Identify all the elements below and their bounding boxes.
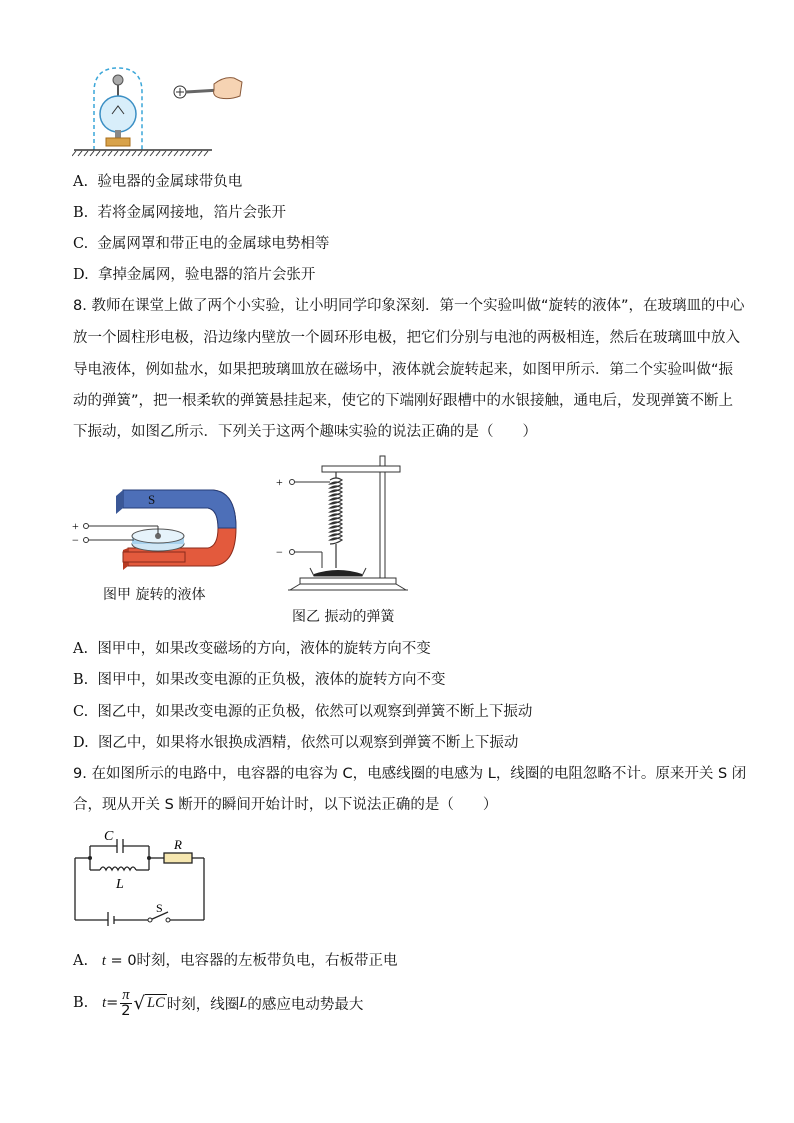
fig-a-caption: 图甲 旋转的液体	[103, 587, 206, 603]
vibrating-spring-figure	[270, 452, 420, 600]
svg-text:S: S	[156, 901, 163, 915]
q8-stem-line: 8. 教师在课堂上做了两个小实验，让小明同学印象深刻．第一个实验叫做“旋转的液体”，在玻璃皿的中心	[73, 298, 745, 314]
q8-option-a: A. 图甲中，如果改变磁场的方向，液体的旋转方向不变	[73, 641, 431, 657]
q7-option-b: B. 若将金属网接地，箔片会张开	[73, 205, 286, 221]
q8-stem-line: 导电液体，例如盐水，如果把玻璃皿放在磁场中，液体就会旋转起来，如图甲所示．第二个实验叫做“振	[73, 362, 734, 378]
q8-stem-line: 下振动，如图乙所示．下列关于这两个趣味实验的说法正确的是（ ）	[73, 424, 537, 440]
fig-b-caption: 图乙 振动的弹簧	[292, 609, 395, 625]
q8-option-c: C. 图乙中，如果改变电源的正负极，依然可以观察到弹簧不断上下振动	[73, 704, 533, 720]
q7-option-d: D. 拿掉金属网，验电器的箔片会张开	[73, 267, 316, 283]
svg-text:−: −	[276, 545, 283, 559]
q9-stem-line: 合，现从开关 S 断开的瞬间开始计时，以下说法正确的是（ ）	[73, 797, 498, 813]
q7-option-c: C. 金属网罩和带正电的金属球电势相等	[73, 236, 330, 252]
rotating-liquid-figure	[68, 478, 248, 578]
q8-option-d: D. 图乙中，如果将水银换成酒精，依然可以观察到弹簧不断上下振动	[73, 735, 519, 751]
lc-circuit-figure	[70, 826, 210, 926]
svg-text:C: C	[104, 829, 114, 844]
svg-text:S: S	[148, 492, 156, 507]
svg-text:+: +	[72, 519, 79, 533]
q7-option-a: A. 验电器的金属球带负电	[73, 174, 243, 190]
q8-option-b: B. 图甲中，如果改变电源的正负极，液体的旋转方向不变	[73, 672, 446, 688]
q9-option-b: B. t = $\frac{\pi}{2}$ √ LC 时刻，线圈 L 的感应电动势最大	[73, 986, 364, 1019]
q8-stem-line: 放一个圆柱形电极，沿边缘内壁放一个圆环形电极，把它们分别与电池的两极相连，然后在玻璃皿中放入	[73, 330, 740, 346]
q8-stem-line: 动的弹簧”，把一根柔软的弹簧悬挂起来，使它的下端刚好跟槽中的水银接触，通电后，发现弹簧不断上	[73, 393, 734, 409]
svg-text:+: +	[276, 475, 283, 489]
svg-text:R: R	[174, 837, 182, 852]
electroscope-figure	[72, 62, 247, 162]
fraction: $\frac{\pi}{2}$	[121, 986, 131, 1019]
svg-text:L: L	[116, 877, 124, 892]
q9-option-a: A. t = 0时刻，电容器的左板带负电，右板带正电	[73, 953, 398, 969]
q9-stem-line: 9. 在如图所示的电路中，电容器的电容为 C，电感线圈的电感为 L，线圈的电阻忽略不计。原来开关 S 闭	[73, 766, 747, 782]
sqrt-icon: √	[133, 992, 146, 1014]
svg-text:−: −	[72, 533, 79, 547]
